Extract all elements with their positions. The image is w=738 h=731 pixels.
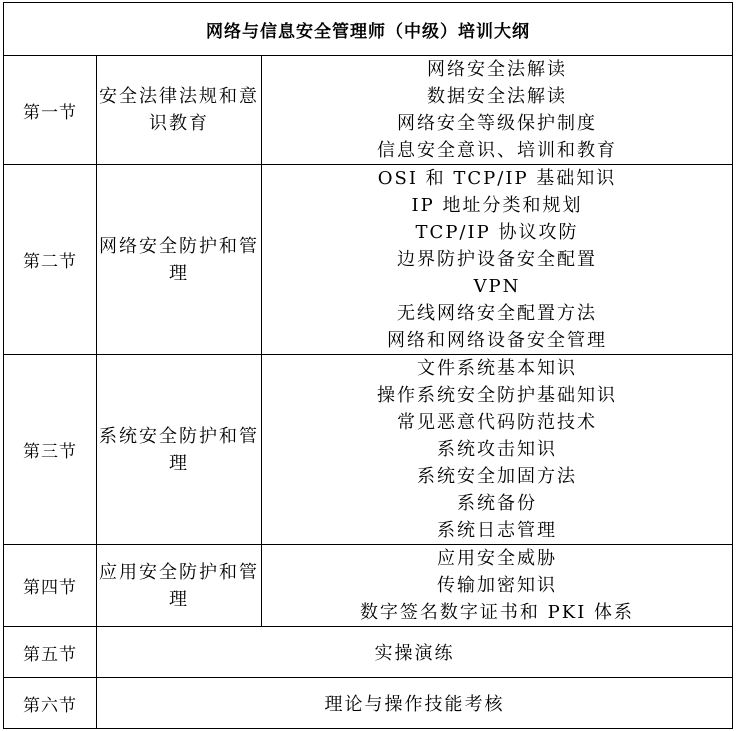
section-content: 理论与操作技能考核 [97,678,733,729]
section-items [262,545,733,627]
section-label: 第六节 [4,678,97,729]
section-topic: 网络安全防护和管理 [97,165,262,355]
table-row [4,545,733,627]
content-item: IP 地址分类和规划 [411,195,583,216]
table-row [4,627,733,678]
table-row [4,56,733,165]
content-item: 边界防护设备安全配置 [397,249,597,270]
content-item: VPN [473,276,521,297]
syllabus-table [3,2,733,729]
table-row [4,165,733,355]
section-items [262,355,733,545]
section-label: 第二节 [4,165,97,355]
section-topic: 系统安全防护和管理 [97,355,262,545]
content-item: 传输加密知识 [437,575,557,596]
content-item: 常见恶意代码防范技术 [397,412,597,433]
table-row [4,355,733,545]
section-topic: 应用安全防护和管理 [97,545,262,627]
content-item: 系统安全加固方法 [417,466,577,487]
content-item: 网络安全法解读 [427,59,567,80]
table-title: 网络与信息安全管理师（中级）培训大纲 [4,3,733,56]
table-row [4,678,733,729]
content-item: 应用安全威胁 [437,548,557,569]
section-label: 第五节 [4,627,97,678]
content-item: 信息安全意识、培训和教育 [377,140,617,161]
section-items [262,165,733,355]
section-content: 实操演练 [97,627,733,678]
content-item: 操作系统安全防护基础知识 [377,385,617,406]
section-label: 第四节 [4,545,97,627]
section-items [262,56,733,165]
content-item: 数字签名数字证书和 PKI 体系 [359,602,635,623]
content-item: 系统攻击知识 [437,439,557,460]
content-item: OSI 和 TCP/IP 基础知识 [377,168,617,189]
content-item: 文件系统基本知识 [417,358,577,379]
content-item: 无线网络安全配置方法 [397,303,597,324]
content-item: 网络和网络设备安全管理 [387,330,607,351]
content-item: 网络安全等级保护制度 [397,113,597,134]
section-topic: 安全法律法规和意识教育 [97,56,262,165]
content-item: 系统备份 [457,493,537,514]
section-label: 第一节 [4,56,97,165]
content-item: 系统日志管理 [437,520,557,541]
content-item: TCP/IP 协议攻防 [415,222,579,243]
section-label: 第三节 [4,355,97,545]
content-item: 数据安全法解读 [427,86,567,107]
